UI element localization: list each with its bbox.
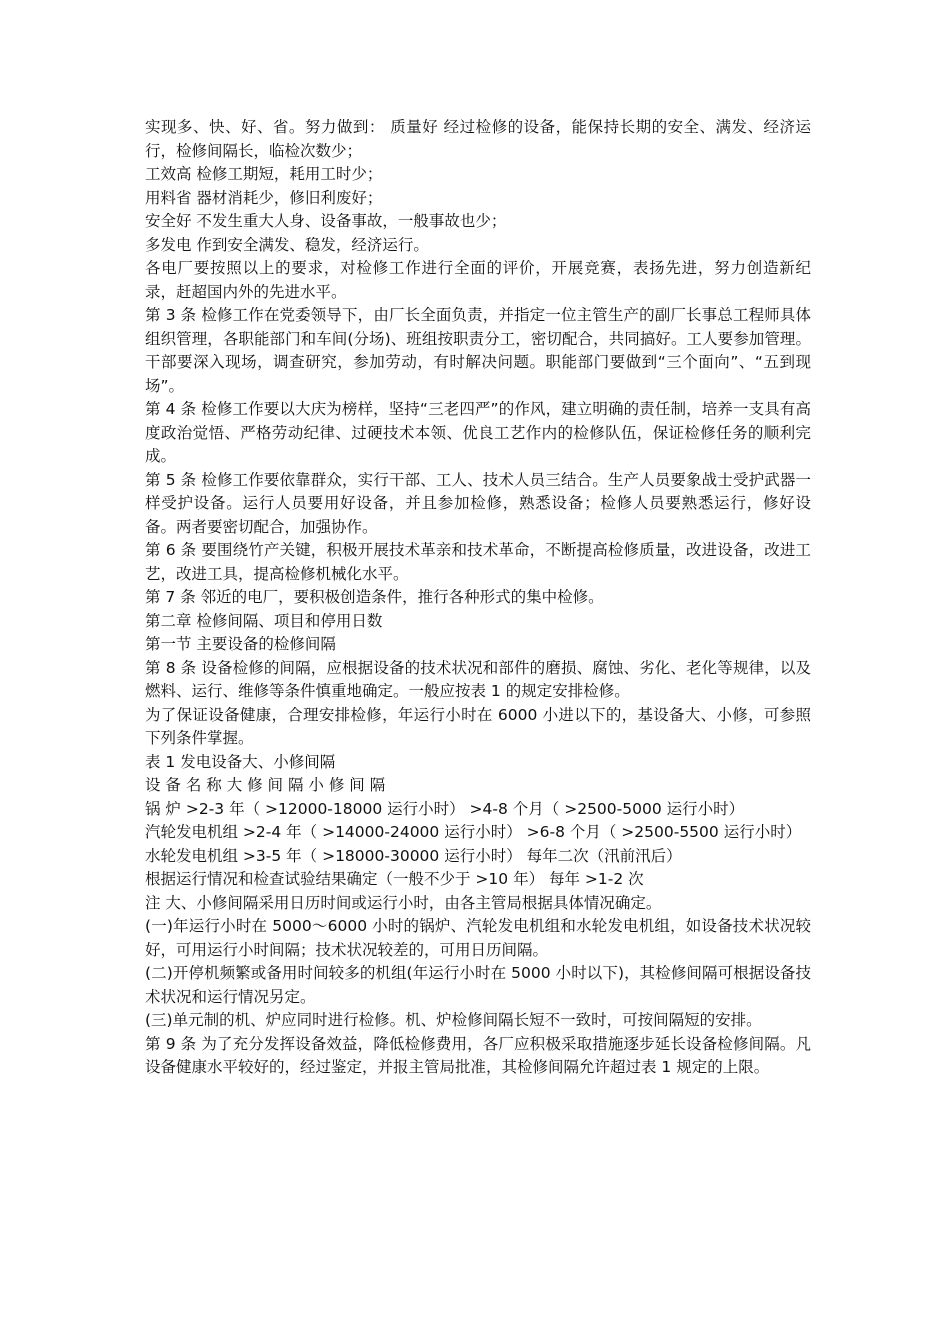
note-item-3: (三)单元制的机、炉应同时进行检修。机、炉检修间隔长短不一致时，可按间隔短的安排。: [145, 1011, 762, 1029]
article-4: 第 4 条 检修工作要以大庆为榜样，坚持“三老四严”的作风，建立明确的责任制，培养一支具有高度政治觉悟、严格劳动纪律、过硬技术本领、优良工艺作内的检修队伍，保证检修任务的顺利完成。: [145, 400, 811, 465]
paragraph-evaluation: 各电厂要按照以上的要求，对检修工作进行全面的评价，开展竞赛，表扬先进，努力创造新纪录，赶超国内外的先进水平。: [145, 259, 811, 301]
table-1-note: 注 大、小修间隔采用日历时间或运行小时，由各主管局根据具体情况确定。: [145, 893, 662, 912]
table-1-row-boiler: 锅 炉 >2-3 年（ >12000-18000 运行小时） >4-8 个月（ >2500-5000 运行小时）: [145, 799, 745, 818]
paragraph-generation: 多发电 作到安全满发、稳发，经济运行。: [145, 235, 429, 254]
table-1-caption: 表 1 发电设备大、小修间隔: [145, 752, 336, 771]
table-1-row-other: 根据运行情况和检查试验结果确定（一般不少于 >10 年） 每年 >1-2 次: [145, 870, 644, 888]
table-1-row-hydro: 水轮发电机组 >3-5 年（ >18000-30000 运行小时） 每年二次（汛前汛后）: [145, 846, 682, 865]
paragraph-efficiency: 工效高 检修工期短，耗用工时少；: [145, 165, 383, 183]
paragraph-goals-intro: 实现多、快、好、省。努力做到： 质量好 经过检修的设备，能保持长期的安全、满发、经济运行，检修间隔长，临检次数少；: [145, 118, 811, 160]
article-7: 第 7 条 邻近的电厂，要积极创造条件，推行各种形式的集中检修。: [145, 588, 604, 606]
document-body: [145, 116, 811, 1080]
article-5: 第 5 条 检修工作要依靠群众，实行干部、工人、技术人员三结合。生产人员要象战士受护武器一样受护设备。运行人员要用好设备，并且参加检修，熟悉设备；检修人员要熟悉运行，修好设备。两者要密切配合，加强协作。: [145, 470, 811, 536]
article-6: 第 6 条 要围绕竹产关键，积极开展技术革亲和技术革命，不断提高检修质量，改进设备，改进工艺，改进工具，提高检修机械化水平。: [145, 541, 811, 583]
table-1-row-turbine: 汽轮发电机组 >2-4 年（ >14000-24000 运行小时） >6-8 个月（ >2500-5500 运行小时）: [145, 823, 802, 841]
article-9: 第 9 条 为了充分发挥设备效益，降低检修费用，各厂应积极采取措施逐步延长设备检修间隔。凡设备健康水平较好的，经过鉴定，并报主管局批准，其检修间隔允许超过表 1 规定的上限。: [145, 1034, 811, 1076]
paragraph-materials: 用料省 器材消耗少，修旧利废好；: [145, 188, 383, 207]
article-8: 第 8 条 设备检修的间隔，应根据设备的技术状况和部件的磨损、腐蚀、劣化、老化等规律，以及燃料、运行、维修等条件慎重地确定。一般应按表 1 的规定安排检修。: [145, 658, 811, 700]
note-item-2: (二)开停机频繁或备用时间较多的机组(年运行小时在 5000 小时以下)，其检修间隔可根据设备技术状况和运行情况另定。: [145, 964, 811, 1006]
article-3: 第 3 条 检修工作在党委领导下，由厂长全面负责，并指定一位主管生产的副厂长事总工程师具体组织管理，各职能部门和车间(分场)、班组按职责分工，密切配合，共同搞好。工人要参加管理。干部要深入现场，调查研究，参加劳动，有时解决问题。职能部门要做到“三个面向”、“五到现场”。: [145, 306, 811, 395]
paragraph-health-conditions: 为了保证设备健康，合理安排检修，年运行小时在 6000 小进以下的，基设备大、小修，可参照下列条件掌握。: [145, 705, 811, 747]
table-1-header: 设 备 名 称 大 修 间 隔 小 修 间 隔: [145, 776, 386, 794]
section-1-heading: 第一节 主要设备的检修间隔: [145, 635, 336, 653]
paragraph-safety: 安全好 不发生重大人身、设备事故，一般事故也少；: [145, 212, 507, 230]
chapter-2-heading: 第二章 检修间隔、项目和停用日数: [145, 611, 383, 630]
note-item-1: (一)年运行小时在 5000～6000 小时的锅炉、汽轮发电机组和水轮发电机组，如设备技术状况较好，可用运行小时间隔；技术状况较差的，可用日历间隔。: [145, 917, 811, 959]
